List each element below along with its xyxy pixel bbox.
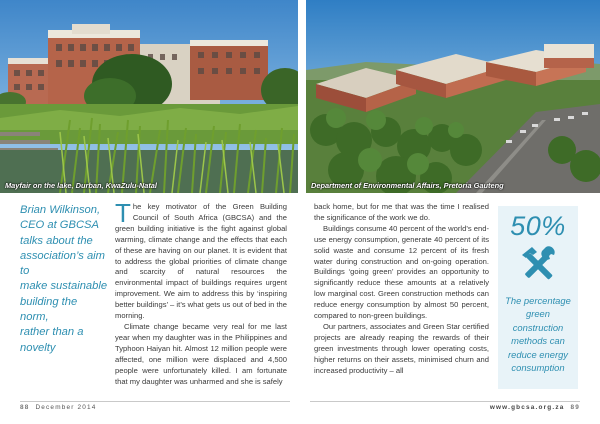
photo-mayfair [0,0,298,193]
paragraph-text: he key motivator of the Green Building Council of South Africa (GBCSA) and the green building initiative is the fight against global warming, climate change and the effects that each of these are having on our planet. It is evident that to address the global priorities of climate change and scarcity of natural resources the environmental impact of buildings requires urgent improvement. We aim to address this by ‘inspiring better buildings’ – it’s what gets us out of bed in the morning. [115,202,287,321]
article-paragraph [115,198,287,322]
tools-icon [518,245,558,285]
pull-quote [20,203,108,356]
footer-left [20,404,97,411]
article-paragraph: Buildings consume 40 percent of the world’s end-use energy consumption, generate 40 percent of its solid waste and consume 12 percent of its fresh water during construction and on-going operation. Buildings ‘going green’ provides an opportunity to significantly reduce these amounts at a relatively low marginal cost. Green construction methods can reduce energy consumption by almost 50 percent, compared to non-green buildings. [314,223,489,321]
photo-caption-right: Department of Environmental Affairs, Pretoria Gauteng [311,181,504,190]
website-url: www.gbcsa.org.za [489,404,565,411]
footer-rule-left [20,401,290,402]
pull-quote-line: association’s aim to [20,249,105,278]
pull-quote-line: make sustainable [20,280,108,293]
mayfair-building-image [0,0,298,193]
page-number-left: 88 [20,404,30,411]
photo-caption-left: Mayfair on the lake, Durban, KwaZulu-Natal [5,181,157,190]
pull-quote-line: talks about the [20,234,93,247]
pull-quote-line: novelty [20,341,56,354]
article-column-2 [314,202,489,377]
drop-cap: T [115,198,131,228]
stat-value: 50% [510,211,566,241]
page-number-right: 89 [570,404,580,411]
environmental-affairs-campus-image [306,0,600,193]
stat-description: The percentage green construction methods can reduce energy consumption [505,295,571,374]
stat-callout [498,206,578,389]
footer-rule-right [310,401,580,402]
article-paragraph: Our partners, associates and Green Star certified projects are already reaping the rewards of their green investments through lower operating costs, higher returns on their assets, minimised churn and increased productivity – all [314,321,489,375]
pull-quote-line: CEO at GBCSA [20,219,99,232]
article-paragraph: back home, but for me that was the time I realised the significance of the work we do. [314,202,489,222]
article-column-1 [115,198,287,387]
photo-environmental-affairs [306,0,600,193]
pull-quote-line: Brian Wilkinson, [20,204,101,216]
pull-quote-line: rather than a [20,326,84,339]
footer-right [490,404,580,411]
article-paragraph: Climate change became very real for me last year when my daughter was in the Philippines and Typhoon Haiyan hit. Almost 12 million people were affected, one million were displaced and 4,500 people were unfortunately killed. I am fortunate that my daughter was unharmed and she is safely [115,321,287,386]
issue-date: December 2014 [35,404,97,411]
pull-quote-line: building the norm, [20,295,78,324]
